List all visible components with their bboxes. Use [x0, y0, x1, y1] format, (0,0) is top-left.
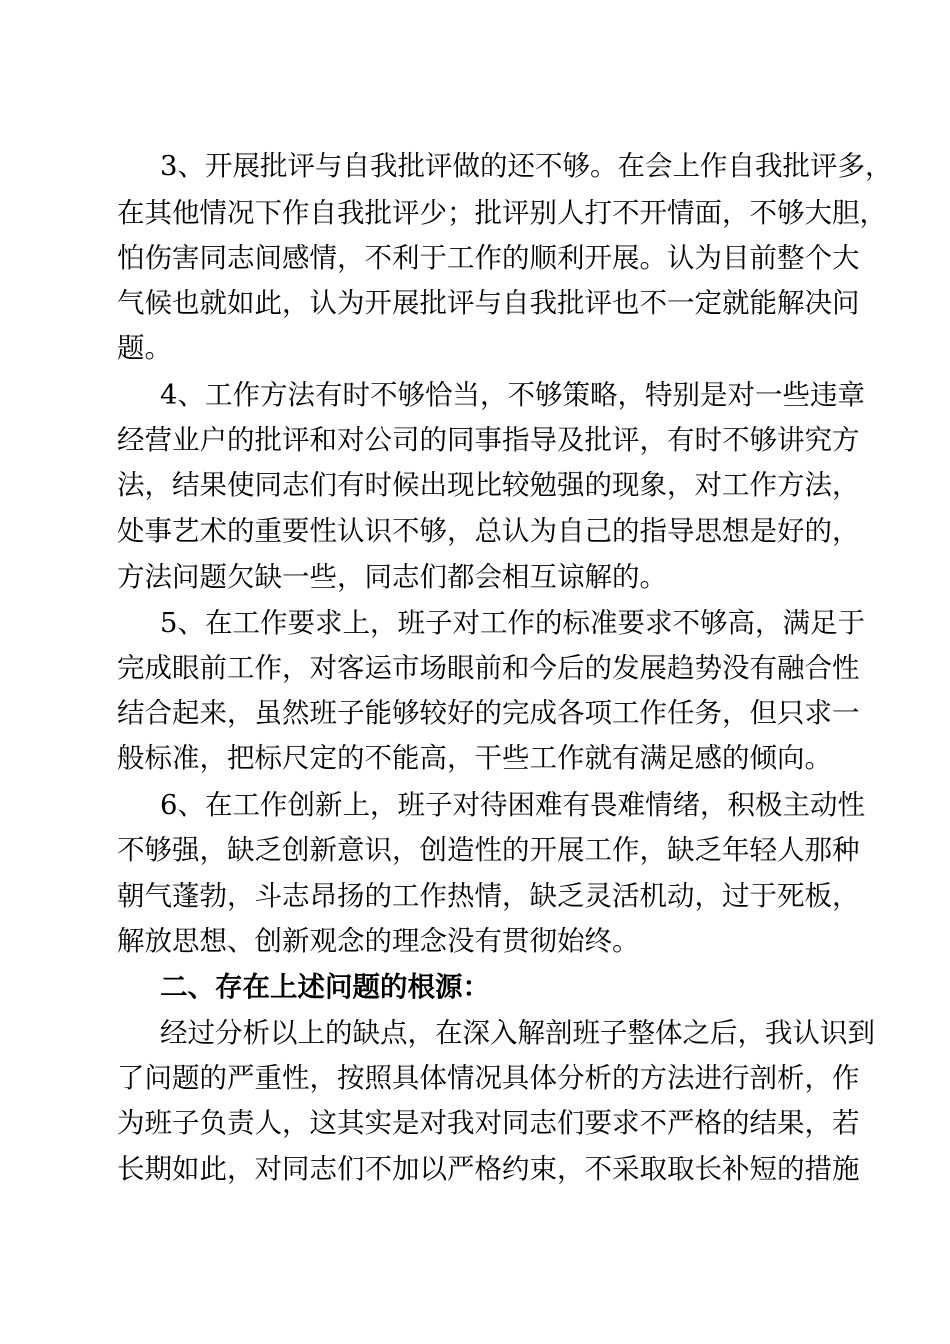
text-line: 朝气蓬勃，斗志昂扬的工作热情，缺乏灵活机动，过于死板， [117, 880, 860, 912]
text-line: 经营业户的批评和对公司的同事指导及批评，有时不够讲究方 [117, 424, 860, 456]
text-line: 4、工作方法有时不够恰当，不够策略，特别是对一些违章 [160, 379, 865, 411]
text-line: 气候也就如此，认为开展批评与自我批评也不一定就能解决问 [117, 287, 860, 319]
text-line: 为班子负责人，这其实是对我对同志们要求不严格的结果，若 [117, 1107, 860, 1139]
text-line: 5、在工作要求上，班子对工作的标准要求不够高，满足于 [160, 607, 865, 639]
text-line: 方法问题欠缺一些，同志们都会相互谅解的。 [117, 561, 667, 593]
text-line: 完成眼前工作，对客运市场眼前和今后的发展趋势没有融合性 [117, 652, 860, 684]
text-line: 了问题的严重性，按照具体情况具体分析的方法进行剖析，作 [117, 1062, 860, 1094]
text-line: 般标准，把标尺定的不能高，干些工作就有满足感的倾向。 [117, 742, 832, 774]
section-heading: 二、存在上述问题的根源： [160, 971, 490, 1003]
text-line: 怕伤害同志间感情，不利于工作的顺利开展。认为目前整个大 [117, 242, 860, 274]
text-line: 经过分析以上的缺点，在深入解剖班子整体之后，我认识到 [160, 1017, 875, 1049]
text-line: 法，结果使同志们有时候出现比较勉强的现象，对工作方法， [117, 469, 860, 501]
text-line: 不够强，缺乏创新意识，创造性的开展工作，缺乏年轻人那种 [117, 834, 860, 866]
text-line: 题。 [117, 332, 172, 364]
text-line: 解放思想、创新观念的理念没有贯彻始终。 [117, 925, 640, 957]
text-line: 处事艺术的重要性认识不够，总认为自己的指导思想是好的， [117, 515, 860, 547]
text-line: 6、在工作创新上，班子对待困难有畏难情绪，积极主动性 [160, 789, 865, 821]
text-line: 结合起来，虽然班子能够较好的完成各项工作任务，但只求一 [117, 697, 860, 729]
text-line: 在其他情况下作自我批评少；批评别人打不开情面，不够大胆， [117, 197, 887, 229]
text-line: 长期如此，对同志们不加以严格约束，不采取取长补短的措施 [117, 1153, 860, 1185]
text-line: 3、开展批评与自我批评做的还不够。在会上作自我批评多， [160, 150, 893, 182]
